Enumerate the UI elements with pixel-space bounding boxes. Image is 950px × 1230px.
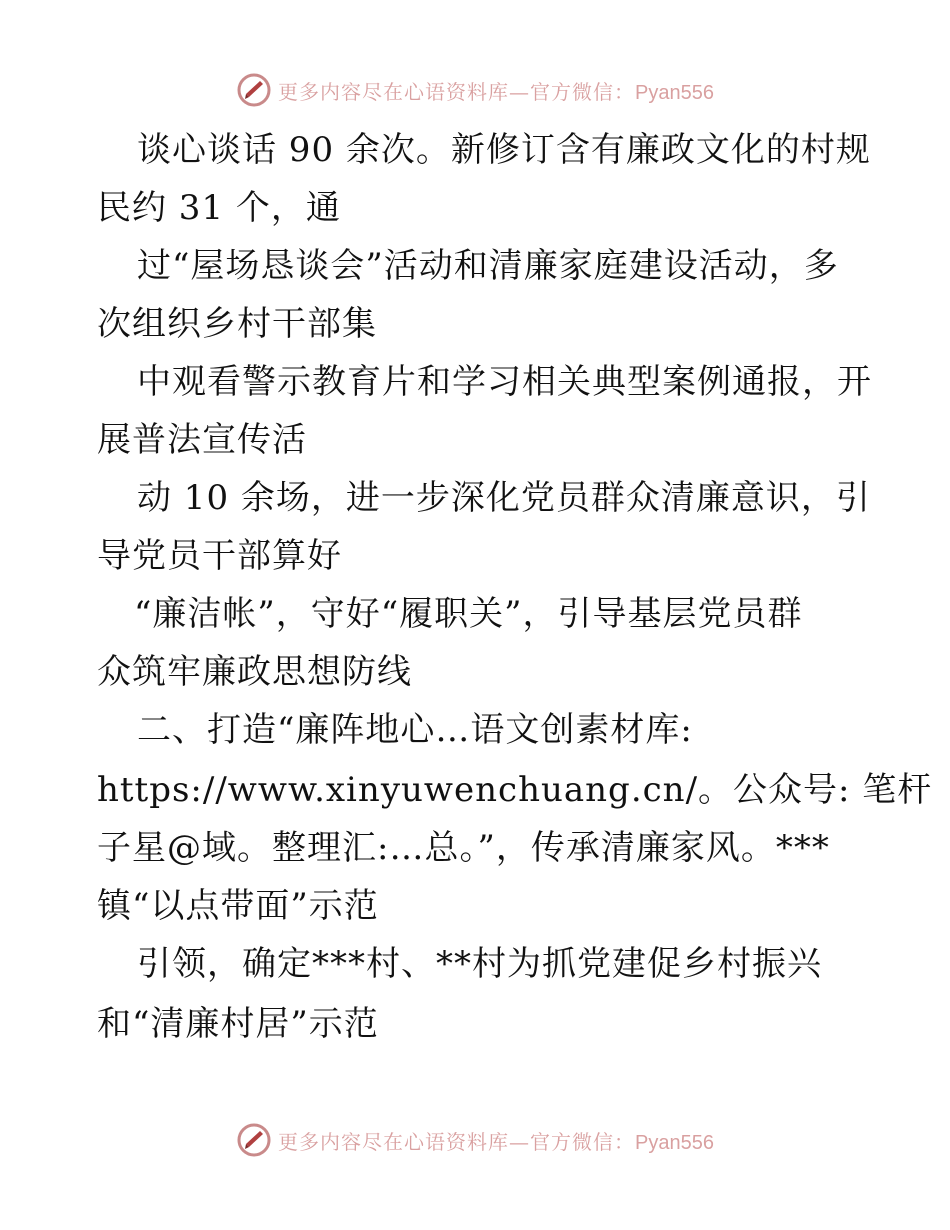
- body-line: 镇“以点带面”示范: [97, 886, 379, 926]
- body-line: 动 10 余场，进一步深化党员群众清廉意识，引: [137, 478, 871, 518]
- body-line: 导党员干部算好: [97, 536, 342, 576]
- body-line: “廉洁帐”，守好“履职关”，引导基层党员群: [134, 594, 803, 634]
- header-watermark-banner: [0, 70, 950, 110]
- body-line: 引领，确定***村、**村为抓党建促乡村振兴: [137, 944, 822, 984]
- body-line: 民约 31 个，通: [97, 188, 341, 228]
- body-line: 子星@域。整理汇:…总。”，传承清廉家风。***: [97, 828, 830, 868]
- body-line: 过“屋场恳谈会”活动和清廉家庭建设活动，多: [137, 246, 839, 286]
- body-line: 中观看警示教育片和学习相关典型案例通报，开: [137, 362, 872, 402]
- body-line: 谈心谈话 90 余次。新修订含有廉政文化的村规: [137, 130, 871, 170]
- body-line: 众筑牢廉政思想防线: [97, 652, 412, 692]
- header-banner-text: 更多内容尽在心语资料库—官方微信：Pyan556: [278, 79, 714, 104]
- footer-banner-text: 更多内容尽在心语资料库—官方微信：Pyan556: [278, 1129, 714, 1154]
- body-line: 和“清廉村居”示范: [97, 1004, 379, 1044]
- body-line: 次组织乡村干部集: [97, 304, 377, 344]
- body-line: 展普法宣传活: [97, 420, 307, 460]
- footer-wechat-id: Pyan556: [635, 1131, 714, 1154]
- header-wechat-id: Pyan556: [635, 81, 714, 104]
- footer-watermark-banner: [0, 1120, 950, 1160]
- body-line-url: https://www.xinyuwenchuang.cn/。公众号: 笔杆: [97, 770, 933, 810]
- body-line: 二、打造“廉阵地心…语文创素材库:: [137, 710, 693, 750]
- brand-logo-icon: [236, 1122, 272, 1158]
- brand-logo-icon: [236, 72, 272, 108]
